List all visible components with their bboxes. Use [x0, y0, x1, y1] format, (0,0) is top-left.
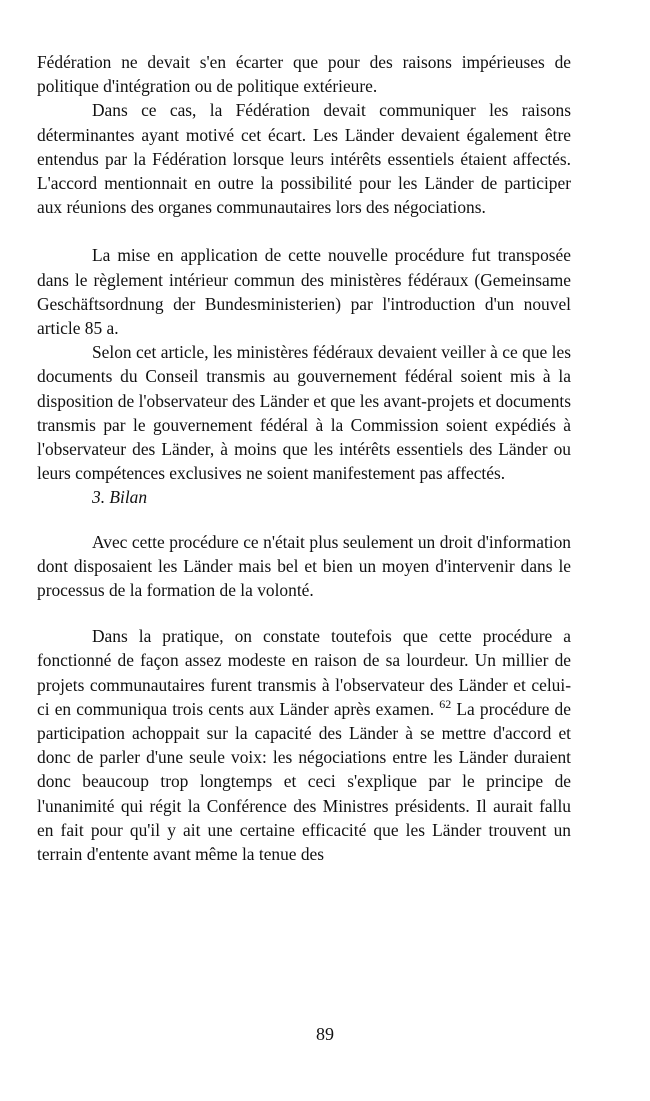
paragraph-article-85a: Selon cet article, les ministères fédéraux devaient veiller à ce que les documents du Conseil transmis au gouvernement fédéral soient mis à la disposition de l'observateur des Länder et que les avant-projets et documents transmis par le gouvernement fédéral à la Commission soient expédiés à l'observateur des Länder, à moins que les intérêts essentiels des Länder ou leurs compétences exclusives ne soient manifestement pas affectés. [37, 342, 571, 484]
paragraph-bilan: Avec cette procédure ce n'était plus seulement un droit d'information dont disposaient les Länder mais bel et bien un moyen d'intervenir dans le processus de la formation de la volonté. [37, 531, 571, 601]
document-page [37, 50, 571, 866]
section-heading: 3. Bilan [92, 487, 148, 508]
paragraph-continuation: Fédération ne devait s'en écarter que pour des raisons impérieuses de politique d'intégration ou de politique extérieure. [37, 52, 571, 97]
paragraph-federation-reasons: Dans ce cas, la Fédération devait communiquer les raisons déterminantes ayant motivé cet écart. Les Länder devaient également être entendus par la Fédération lorsque leurs intérêts essentiels étaient affectés. L'accord mentionnait en outre la possibilité pour les Länder de participer aux réunions des organes communautaires lors des négociations. [37, 100, 571, 218]
paragraph-practice-part1: Dans la pratique, on constate toutefois que cette procédure a fonctionné de façon assez modeste en raison de sa lourdeur. Un millier de projets communautaires furent transmis à l'observateur des Länder et celui-ci en communiqua trois cents aux Länder après examen. [37, 626, 571, 719]
footnote-reference[interactable]: 62 [439, 696, 452, 711]
page-number: 89 [316, 1024, 334, 1044]
paragraph-procedure-implementation: La mise en application de cette nouvelle procédure fut transposée dans le règlement intérieur commun des ministères fédéraux (Gemeinsame Geschäftsordnung der Bundesministerien) par l'introduction d'un nouvel article 85 a. [37, 245, 571, 339]
paragraph-practice [37, 624, 571, 866]
paragraph-practice-part2: La procédure de participation achoppait sur la capacité des Länder à se mettre d'accord et donc de parler d'une seule voix: les négociations entre les Länder duraient donc beaucoup trop longtemps et ceci s'explique par le principe de l'unanimité qui régit la Conférence des Ministres présidents. Il aurait fallu en fait pour qu'il y ait une certaine efficacité que les Länder trouvent un terrain d'entente avant même la tenue des [37, 698, 571, 865]
